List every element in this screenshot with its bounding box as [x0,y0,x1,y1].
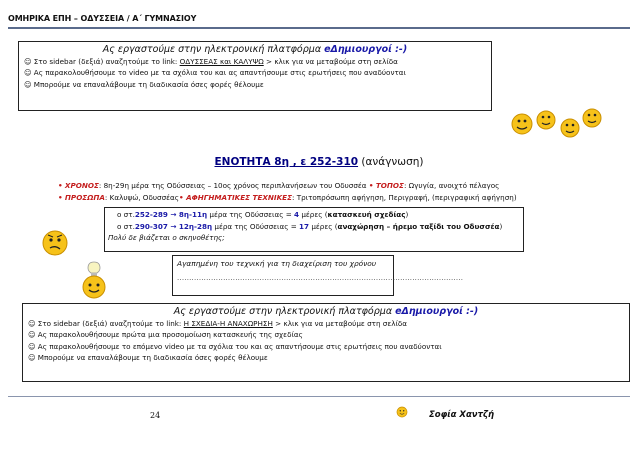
footer-rule [8,396,630,397]
section-title: ΕΝΟΤΗΤΑ 8η , ε 252-310 (ανάγνωση) [214,156,424,168]
confused-smiley-icon [40,228,70,258]
note-text: Αγαπημένη του τεχνική για τη διαχείριση του χρόνου [177,259,377,268]
info-line-time-place: • ΧΡΟΝΟΣ: 8η-29η μέρα της Οδύσσειας – 10ος χρόνος περιπλανήσεων του Οδυσσέα • ΤΟΠΟΣ: Ωγυγία, ανοιχτό πέλαγος [58,181,500,190]
director-question: Πολύ δε βιάζεται ο σκηνοθέτης; [108,233,225,243]
info-line-persons-techniques: • ΠΡΟΣΩΠΑ: Καλυψώ, Οδυσσέας• ΑΦΗΓΗΜΑΤΙΚΕΣ ΤΕΧΝΙΚΕΣ: Τριτοπρόσωπη αφήγηση, Περιγραφή, (περιγραφική αφήγηση) [58,193,517,202]
instruction-line: ☺ Στο sidebar (δεξιά) αναζητούμε το link: Η ΣΧΕΔΙΑ-Η ΑΝΑΧΩΡΗΣΗ > κλικ για να μεταβούμε στη σελίδα [28,319,408,328]
platform-box-title: Ας εργαστούμε στην ηλεκτρονική πλατφόρμα eΔημιουργοί :-) [102,44,408,55]
smiley-group-icon [508,106,604,140]
answer-blank-line[interactable]: ...................................................................................................................... [177,274,464,282]
instruction-line: ☺ Ας παρακολουθήσουμε το video με τα σχόλια του και ας απαντήσουμε στις ερωτήσεις που αναδύονται [24,68,406,78]
instruction-line: ☺ Μπορούμε να επαναλάβουμε τη διαδικασία όσες φορές θέλουμε [28,353,268,363]
verses-row: o στ.290-307 → 12η-28η μέρα της Οδύσσειας = 17 μέρες (αναχώρηση – ήρεμο ταξίδι του Οδυσσέα) [117,221,503,231]
link-odysseas-kalypso[interactable]: ΟΔΥΣΣΕΑΣ και ΚΑΛΥΨΩ [179,57,264,66]
document-header-title: ΟΜΗΡΙΚΑ ΕΠΗ – ΟΔΥΣΣΕΙΑ / Α΄ ΓΥΜΝΑΣΙΟΥ [8,14,197,23]
label-persons: ΠΡΟΣΩΠΑ [64,193,105,202]
platform-instructions-box-top [18,41,492,111]
verses-row: o στ.252-289 → 8η-11η μέρα της Οδύσσειας = 4 μέρες (κατασκευή σχεδίας) [117,210,409,219]
instruction-line: ☺ Ας παρακολουθήσουμε το επόμενο video με τα σχόλια του και ας απαντήσουμε στις ερωτήσεις που αναδύονται [28,341,442,351]
small-smiley-icon [396,406,408,418]
instruction-line: ☺ Μπορούμε να επαναλάβουμε τη διαδικασία όσες φορές θέλουμε [24,79,264,89]
platform-name: eΔημιουργοί [324,44,392,55]
verses-summary-box [104,207,524,252]
link-schedia-anachorisi[interactable]: Η ΣΧΕΔΙΑ-Η ΑΝΑΧΩΡΗΣΗ [183,319,273,328]
lightbulb-smiley-icon [78,260,110,300]
label-techniques: • ΑΦΗΓΗΜΑΤΙΚΕΣ ΤΕΧΝΙΚΕΣ [178,193,292,202]
note-box [172,255,464,296]
platform-box-title: Ας εργαστούμε στην ηλεκτρονική πλατφόρμα eΔημιουργοί :-) [173,306,479,317]
platform-name: eΔημιουργοί [395,306,463,317]
instruction-line: ☺ Στο sidebar (δεξιά) αναζητούμε το link: ΟΔΥΣΣΕΑΣ και ΚΑΛΥΨΩ > κλικ για να μεταβούμε στη σελίδα [24,57,398,66]
page-number: 24 [150,411,161,420]
label-time: ΧΡΟΝΟΣ [64,181,99,190]
author-name: Σοφία Χαντζή [429,410,495,420]
label-place: • ΤΟΠΟΣ [368,181,404,190]
header-rule [8,27,630,29]
instruction-line: ☺ Ας παρακολουθήσουμε πρώτα μια προσομοίωση κατασκευής της σχεδίας [28,330,303,340]
platform-instructions-box-bottom [22,303,630,382]
